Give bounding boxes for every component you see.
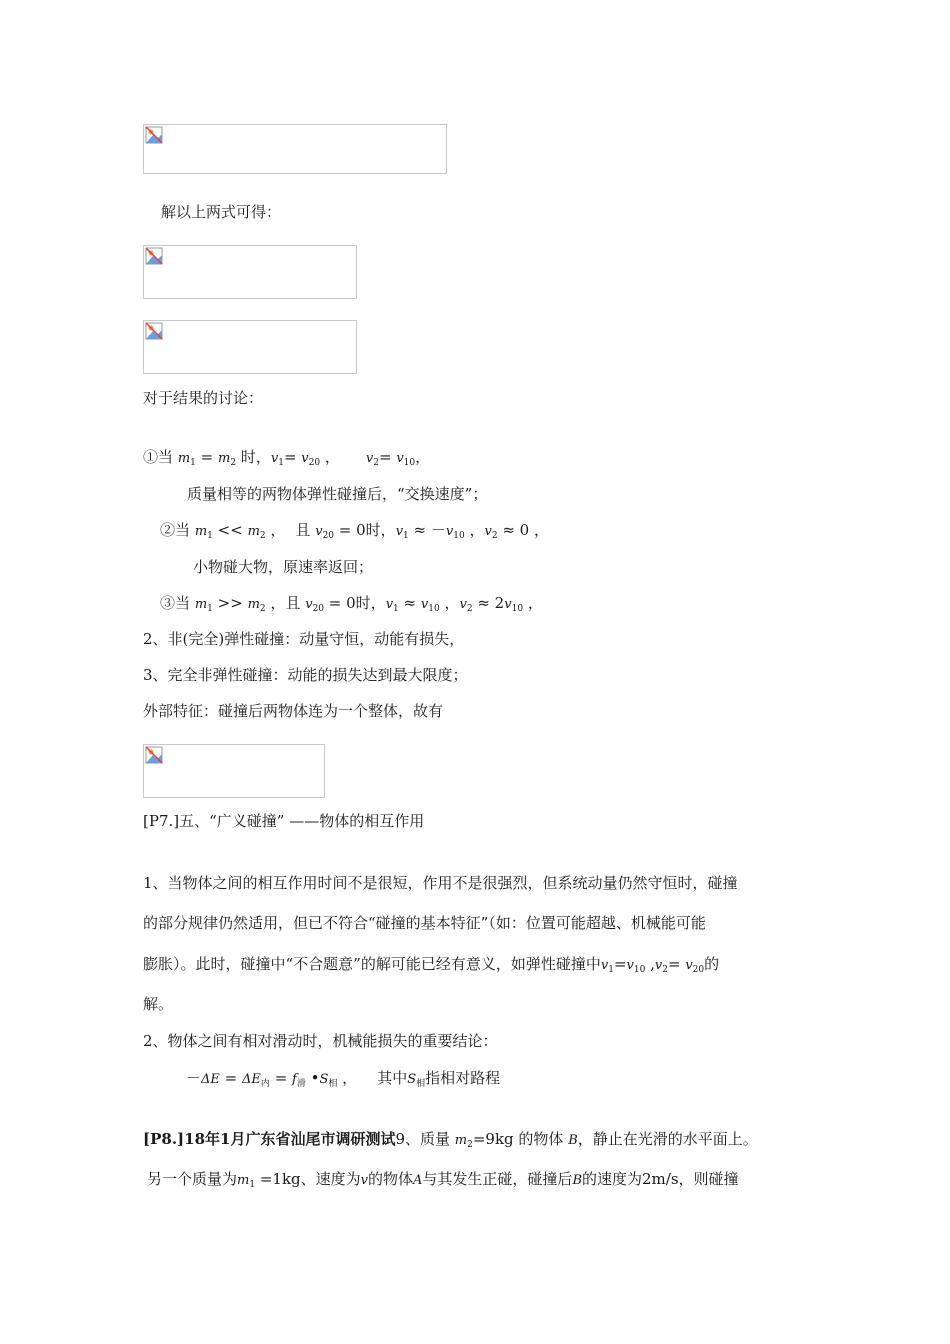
general-2-text: 2、物体之间有相对滑动时，机械能损失的重要结论： <box>143 1032 498 1050</box>
broken-image-icon <box>145 247 163 265</box>
broken-image-icon <box>145 126 163 144</box>
case-2: ②当 $m_1 << m_2$ ， 且 $v_{20} = 0$时，$v_1 \approx -v_{10}$ ，$v_2 \approx 0$ ， <box>160 521 549 541</box>
general-1-line-2: 的部分规律仍然适用，但已不符合“碰撞的基本特征”（如：位置可能超越、机械能可能 <box>143 914 706 932</box>
general-1-line-3: 膨胀）。此时，碰撞中“不合题意”的解可能已经有意义，如弹性碰撞中$v_1=v_{10}$ $,v_2= v_{20}$的 <box>143 955 720 975</box>
section-p7-heading: [P7.]五、“广义碰撞” ——物体的相互作用 <box>143 812 425 830</box>
broken-image-icon <box>145 746 163 764</box>
broken-image-icon <box>145 322 163 340</box>
general-1-line-1: 1、当物体之间的相互作用时间不是很短，作用不是很强烈，但系统动量仍然守恒时，碰撞 <box>143 874 738 892</box>
general-1-line-4: 解。 <box>143 995 174 1013</box>
equation-image-3 <box>143 320 357 374</box>
item-2-text: 2、非(完全)弹性碰撞：动量守恒，动能有损失， <box>143 630 465 648</box>
problem-p8-line-2: 另一个质量为$m_1 =1kg$、速度为v的物体A与其发生正碰，碰撞后B的速度为2m/s，则碰撞 <box>147 1170 739 1190</box>
equation-image-1 <box>143 124 447 174</box>
solve-text: 解以上两式可得： <box>161 203 282 221</box>
discussion-heading: 对于结果的讨论： <box>143 389 264 407</box>
case-1-desc: 质量相等的两物体弹性碰撞后，“交换速度”； <box>187 485 488 503</box>
item-3-text: 3、完全非弹性碰撞：动能的损失达到最大限度； <box>143 666 468 684</box>
energy-loss-formula: $-\Delta E = \Delta E_内 = f_滑$ $•S_相$ ， 其中$S_相$指相对路程 <box>186 1069 501 1089</box>
case-3: ③当 $m_1 >> m_2$ ，且 $v_{20} = 0$时，$v_1 \approx v_{10}$ ，$v_2 \approx 2v_{10}$ ， <box>160 594 543 614</box>
equation-image-2 <box>143 245 357 299</box>
case-1: ①当 $m_1 = m_2$ 时，$v_1= v_{20}$ ， $v_2= v_{10}$， <box>143 448 431 468</box>
problem-p8-line-1: [P8.]18年1月广东省汕尾市调研测试9、质量 $m_2=9kg$ 的物体 B，静止在光滑的水平面上。 <box>143 1130 758 1150</box>
external-text: 外部特征：碰撞后两物体连为一个整体，故有 <box>143 702 444 720</box>
equation-image-4 <box>143 744 325 798</box>
case-2-desc: 小物碰大物，原速率返回； <box>193 558 374 576</box>
